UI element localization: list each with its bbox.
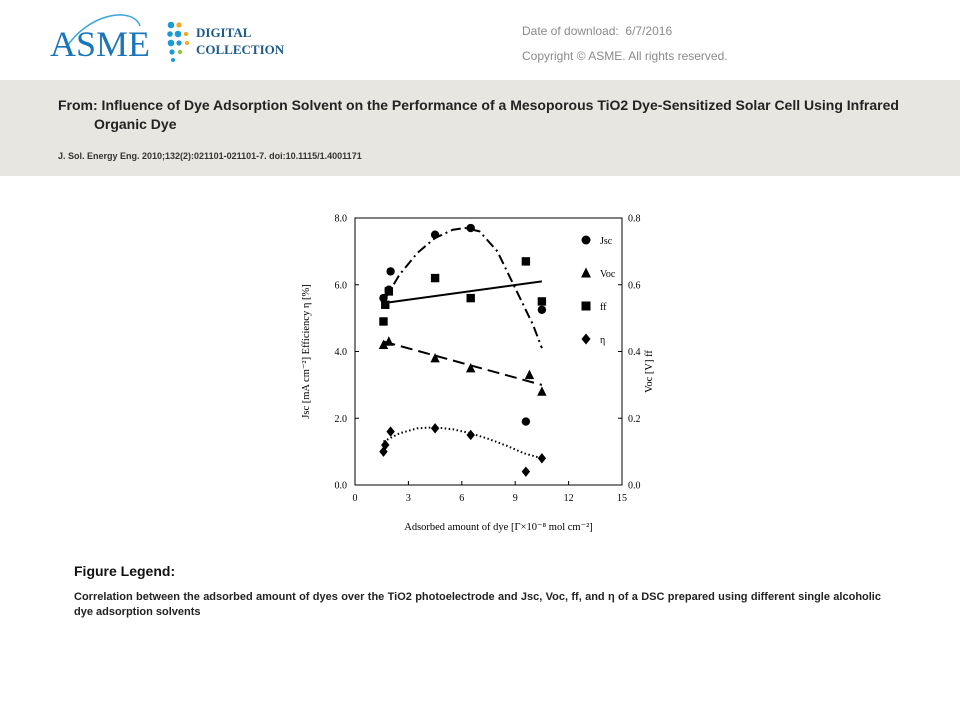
data-point-circle [467, 224, 475, 232]
data-point-triangle [466, 363, 475, 372]
y-right-tick-label: 0.0 [628, 480, 641, 492]
x-tick-label: 3 [405, 493, 411, 504]
data-point-triangle [384, 336, 393, 345]
y-right-tick-label: 0.6 [628, 280, 641, 292]
legend-marker-square [582, 302, 591, 311]
fit-line-triangle [384, 342, 542, 385]
data-point-diamond [386, 426, 394, 436]
logo-collection-text: COLLECTION [196, 42, 285, 57]
chart-fit-lines [384, 228, 542, 458]
legend-label: Voc [600, 269, 616, 280]
download-header [0, 0, 960, 80]
data-point-square [538, 297, 546, 305]
download-date-label: Date of download: [522, 24, 619, 38]
x-tick-label: 9 [512, 493, 518, 504]
data-point-diamond [431, 423, 439, 433]
y-left-tick-label: 6.0 [334, 280, 347, 292]
data-point-square [385, 287, 393, 295]
legend-label: η [600, 335, 606, 346]
legend-label: Jsc [600, 236, 613, 247]
logo-asme-text: ASME [50, 24, 151, 64]
fit-line-diamond [384, 427, 542, 458]
y-right-tick-label: 0.4 [628, 347, 641, 358]
data-point-square [522, 257, 530, 265]
chart-markers [379, 224, 547, 477]
figure-legend-text: Correlation between the adsorbed amount of dyes over the TiO2 photoelectrode and Jsc, Voc, ff, and η of a DSC prepared using different single alcoholic dye adsorption solvents [74, 591, 881, 618]
data-point-square [379, 317, 387, 325]
data-point-circle [522, 417, 530, 425]
data-point-square [431, 274, 439, 282]
download-date-value: 6/7/2016 [625, 24, 673, 38]
data-point-triangle [537, 386, 546, 395]
asme-digital-collection-logo [48, 8, 348, 70]
legend-marker-triangle [581, 268, 591, 278]
x-tick-label: 0 [352, 493, 358, 504]
x-tick-label: 15 [617, 493, 627, 504]
y-left-tick-label: 0.0 [334, 480, 347, 492]
copyright-notice: Copyright © ASME. All rights reserved. [522, 49, 728, 63]
data-point-triangle [430, 353, 439, 362]
plot-frame [355, 218, 622, 485]
y-right-axis-label: Voc [V] ff [644, 350, 655, 393]
y-right-tick-label: 0.8 [628, 213, 641, 225]
legend-label: ff [600, 302, 607, 313]
article-title: From: Influence of Dye Adsorption Solvent on the Performance of a Mesoporous TiO2 Dye-Sensitized Solar Cell Using Infrared Organic Dye [58, 97, 899, 132]
data-point-circle [386, 267, 394, 275]
y-right-tick-label: 0.2 [628, 413, 641, 425]
logo-digital-text: DIGITAL [196, 25, 252, 40]
download-meta [522, 19, 728, 69]
legend-marker-diamond [582, 334, 591, 345]
data-point-diamond [538, 453, 546, 463]
figure-legend-title: Figure Legend: [74, 563, 176, 579]
x-axis-label: Adsorbed amount of dye [Γ×10⁻⁸ mol cm⁻²] [404, 522, 593, 533]
x-tick-label: 6 [459, 493, 465, 504]
data-point-square [467, 294, 475, 302]
data-point-diamond [522, 466, 530, 476]
logo-dots-icon [167, 22, 189, 62]
data-point-circle [431, 230, 439, 238]
data-point-circle [538, 306, 546, 314]
data-point-diamond [467, 430, 475, 440]
fit-line-circle [384, 228, 542, 348]
y-left-tick-label: 8.0 [334, 213, 347, 225]
chart-legend [581, 236, 616, 347]
chart-axes [301, 214, 655, 534]
y-left-axis-label: Jsc [mA cm⁻²] Efficiency η [%] [301, 284, 312, 419]
download-date-line [522, 19, 728, 44]
data-point-triangle [525, 370, 534, 379]
article-citation: J. Sol. Energy Eng. 2010;132(2):021101-021101-7. doi:10.1115/1.4001171 [58, 151, 362, 161]
figure-chart [282, 196, 662, 546]
y-left-tick-label: 2.0 [334, 413, 347, 425]
y-left-tick-label: 4.0 [334, 347, 347, 358]
data-point-square [381, 301, 389, 309]
legend-marker-circle [582, 236, 591, 245]
x-tick-label: 12 [563, 493, 574, 504]
